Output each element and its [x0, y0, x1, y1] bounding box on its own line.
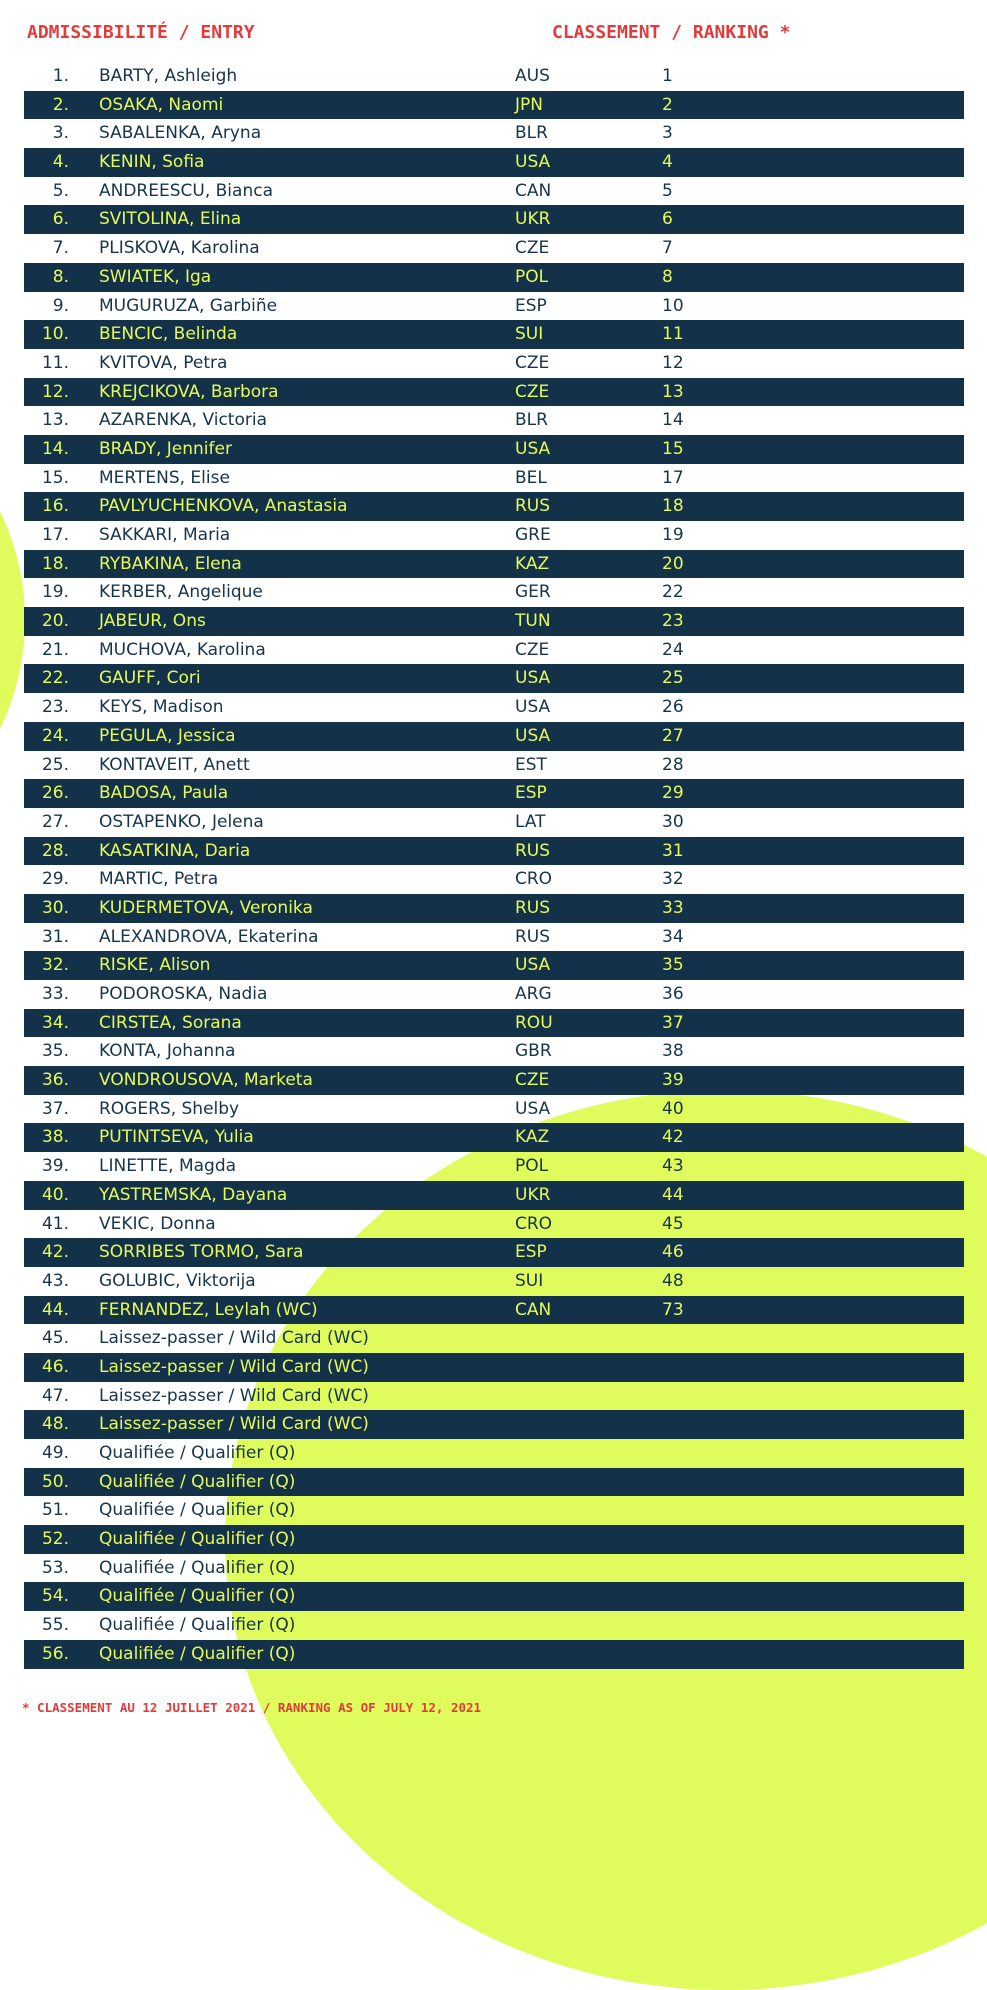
entry-number: 49.: [41, 1443, 69, 1463]
entry-list-table: [24, 62, 964, 1669]
table-row: [24, 1152, 964, 1181]
player-name: Qualifiée / Qualifier (Q): [99, 1443, 296, 1463]
entry-number: 42.: [41, 1242, 69, 1263]
ranking-value: 5: [662, 180, 673, 201]
country-code: ROU: [515, 1012, 553, 1033]
ranking-value: 22: [662, 582, 684, 603]
ranking-value: 32: [662, 869, 684, 890]
player-name: LINETTE, Magda: [99, 1156, 237, 1177]
player-name: FERNANDEZ, Leylah (WC): [99, 1299, 318, 1320]
entry-number: 54.: [41, 1586, 69, 1607]
ranking-value: 2: [662, 94, 673, 115]
country-code: KAZ: [515, 1127, 550, 1148]
table-row: [24, 693, 964, 722]
table-row: [24, 808, 964, 837]
table-row: [24, 1611, 964, 1640]
decorative-circle-left: [0, 360, 25, 880]
table-row: [24, 378, 964, 407]
player-name: VEKIC, Donna: [99, 1213, 216, 1234]
ranking-value: 36: [662, 984, 684, 1004]
entry-number: 23.: [41, 697, 69, 718]
table-row: [24, 578, 964, 607]
entry-number: 46.: [41, 1356, 69, 1377]
player-name: Qualifiée / Qualifier (Q): [99, 1471, 296, 1492]
ranking-value: 43: [662, 1156, 684, 1177]
country-code: KAZ: [515, 553, 550, 574]
table-row: [24, 951, 964, 980]
table-row: [24, 1554, 964, 1583]
ranking-value: 34: [662, 926, 684, 947]
ranking-value: 30: [662, 811, 684, 832]
player-name: Laissez-passer / Wild Card (WC): [99, 1385, 369, 1406]
player-name: BARTY, Ashleigh: [99, 66, 238, 86]
player-name: BADOSA, Paula: [99, 783, 229, 804]
entry-number: 17.: [41, 525, 69, 545]
country-code: AUS: [515, 66, 550, 86]
entry-number: 27.: [41, 811, 69, 832]
player-name: CIRSTEA, Sorana: [99, 1012, 242, 1033]
player-name: VONDROUSOVA, Marketa: [99, 1070, 313, 1091]
table-row: [24, 177, 964, 206]
country-code: TUN: [515, 611, 551, 632]
entry-number: 32.: [41, 955, 69, 976]
player-name: Qualifiée / Qualifier (Q): [99, 1586, 296, 1607]
table-row: [24, 464, 964, 493]
table-row: [24, 1496, 964, 1525]
table-row: [24, 1181, 964, 1210]
entry-number: 21.: [41, 639, 69, 660]
player-name: GOLUBIC, Viktorija: [99, 1270, 256, 1291]
ranking-value: 10: [662, 295, 684, 316]
table-row: [24, 320, 964, 349]
entry-number: 4.: [52, 152, 69, 173]
entry-number: 41.: [41, 1213, 69, 1234]
entry-number: 38.: [41, 1127, 69, 1148]
country-code: RUS: [515, 897, 551, 918]
ranking-value: 4: [662, 152, 673, 173]
table-row: [24, 148, 964, 177]
player-name: MARTIC, Petra: [99, 869, 219, 890]
ranking-value: 28: [662, 754, 684, 775]
ranking-value: 15: [662, 438, 684, 459]
entry-number: 53.: [41, 1557, 69, 1578]
entry-number: 24.: [41, 725, 69, 746]
player-name: Laissez-passer / Wild Card (WC): [99, 1356, 369, 1377]
entry-number: 28.: [41, 840, 69, 861]
country-code: EST: [515, 754, 547, 775]
ranking-value: 14: [662, 410, 684, 431]
entry-number: 22.: [41, 668, 69, 689]
country-code: RUS: [515, 926, 551, 947]
entry-number: 50.: [41, 1471, 69, 1492]
entry-number: 52.: [41, 1529, 69, 1550]
table-row: [24, 550, 964, 579]
country-code: USA: [515, 725, 551, 746]
player-name: KREJCIKOVA, Barbora: [99, 381, 279, 402]
player-name: PEGULA, Jessica: [99, 725, 236, 746]
ranking-value: 19: [662, 525, 684, 545]
country-code: SUI: [515, 1270, 544, 1291]
country-code: GER: [515, 582, 551, 603]
player-name: PLISKOVA, Karolina: [99, 238, 260, 259]
table-row: [24, 664, 964, 693]
country-code: CRO: [515, 1213, 553, 1234]
table-row: [24, 205, 964, 234]
country-code: POL: [515, 266, 549, 287]
table-row: [24, 722, 964, 751]
entry-number: 14.: [41, 438, 69, 459]
country-code: ESP: [515, 1242, 547, 1263]
player-name: YASTREMSKA, Dayana: [99, 1184, 288, 1205]
ranking-value: 18: [662, 496, 684, 517]
entry-number: 16.: [41, 496, 69, 517]
player-name: BRADY, Jennifer: [99, 438, 232, 459]
player-name: Qualifiée / Qualifier (Q): [99, 1643, 296, 1664]
ranking-value: 35: [662, 955, 684, 976]
entry-number: 39.: [41, 1156, 69, 1177]
table-row: [24, 1123, 964, 1152]
country-code: CZE: [515, 352, 550, 373]
ranking-value: 31: [662, 840, 684, 861]
table-row: [24, 1095, 964, 1124]
player-name: KVITOVA, Petra: [99, 352, 228, 373]
ranking-value: 48: [662, 1270, 684, 1291]
entry-number: 13.: [41, 410, 69, 431]
ranking-footnote: * CLASSEMENT AU 12 JUILLET 2021 / RANKING AS OF JULY 12, 2021: [22, 1700, 482, 1715]
country-code: UKR: [515, 1184, 551, 1205]
country-code: BLR: [515, 123, 548, 144]
ranking-value: 6: [662, 209, 673, 230]
country-code: ARG: [515, 984, 552, 1004]
entry-number: 10.: [41, 324, 69, 345]
entry-header: ADMISSIBILITÉ / ENTRY: [27, 22, 255, 43]
table-row: [24, 1439, 964, 1468]
entry-number: 56.: [41, 1643, 69, 1664]
player-name: KASATKINA, Daria: [99, 840, 251, 861]
ranking-value: 27: [662, 725, 684, 746]
entry-number: 40.: [41, 1184, 69, 1205]
country-code: CZE: [515, 639, 550, 660]
ranking-value: 45: [662, 1213, 684, 1234]
country-code: CZE: [515, 381, 550, 402]
ranking-header: CLASSEMENT / RANKING *: [552, 22, 791, 43]
entry-number: 55.: [41, 1615, 69, 1636]
country-code: BLR: [515, 410, 548, 431]
table-row: [24, 636, 964, 665]
country-code: JPN: [515, 94, 543, 115]
entry-number: 15.: [41, 467, 69, 488]
ranking-value: 8: [662, 266, 673, 287]
entry-number: 48.: [41, 1414, 69, 1435]
country-code: UKR: [515, 209, 551, 230]
table-row: [24, 1009, 964, 1038]
player-name: Qualifiée / Qualifier (Q): [99, 1557, 296, 1578]
table-row: [24, 1066, 964, 1095]
entry-number: 33.: [41, 984, 69, 1004]
table-row: [24, 1324, 964, 1353]
entry-number: 34.: [41, 1012, 69, 1033]
player-name: ROGERS, Shelby: [99, 1098, 240, 1119]
entry-number: 37.: [41, 1098, 69, 1119]
table-row: [24, 1238, 964, 1267]
ranking-value: 46: [662, 1242, 684, 1263]
player-name: SABALENKA, Aryna: [99, 123, 262, 144]
table-row: [24, 1353, 964, 1382]
entry-number: 26.: [41, 783, 69, 804]
country-code: USA: [515, 668, 551, 689]
column-headers: [0, 22, 987, 48]
player-name: PAVLYUCHENKOVA, Anastasia: [99, 496, 348, 517]
player-name: Laissez-passer / Wild Card (WC): [99, 1328, 369, 1349]
ranking-value: 12: [662, 352, 684, 373]
table-row: [24, 1410, 964, 1439]
ranking-value: 1: [662, 66, 673, 86]
ranking-value: 40: [662, 1098, 684, 1119]
country-code: CAN: [515, 1299, 552, 1320]
ranking-value: 38: [662, 1041, 684, 1062]
player-name: MUGURUZA, Garbiñe: [99, 295, 278, 316]
table-row: [24, 406, 964, 435]
country-code: LAT: [515, 811, 546, 832]
table-row: [24, 349, 964, 378]
country-code: BEL: [515, 467, 547, 488]
table-row: [24, 62, 964, 91]
player-name: SORRIBES TORMO, Sara: [99, 1242, 304, 1263]
table-row: [24, 1640, 964, 1669]
entry-number: 3.: [52, 123, 69, 144]
table-row: [24, 492, 964, 521]
ranking-value: 3: [662, 123, 673, 144]
entry-number: 5.: [52, 180, 69, 201]
table-row: [24, 607, 964, 636]
entry-number: 8.: [52, 266, 69, 287]
player-name: PUTINTSEVA, Yulia: [99, 1127, 254, 1148]
country-code: USA: [515, 955, 551, 976]
table-row: [24, 1267, 964, 1296]
entry-number: 47.: [41, 1385, 69, 1406]
ranking-value: 11: [662, 324, 684, 345]
country-code: USA: [515, 438, 551, 459]
entry-number: 18.: [41, 553, 69, 574]
table-row: [24, 1037, 964, 1066]
ranking-value: 33: [662, 897, 684, 918]
player-name: AZARENKA, Victoria: [99, 410, 267, 431]
entry-number: 1.: [52, 66, 69, 86]
entry-number: 2.: [52, 94, 69, 115]
country-code: CRO: [515, 869, 553, 890]
ranking-value: 7: [662, 238, 673, 259]
country-code: RUS: [515, 496, 551, 517]
player-name: ALEXANDROVA, Ekaterina: [99, 926, 319, 947]
player-name: SVITOLINA, Elina: [99, 209, 242, 230]
table-row: [24, 980, 964, 1009]
table-row: [24, 1296, 964, 1325]
player-name: RISKE, Alison: [99, 955, 211, 976]
table-row: [24, 923, 964, 952]
player-name: MERTENS, Elise: [99, 467, 230, 488]
table-row: [24, 865, 964, 894]
player-name: KERBER, Angelique: [99, 582, 263, 603]
entry-number: 19.: [41, 582, 69, 603]
entry-number: 51.: [41, 1500, 69, 1521]
entry-number: 9.: [52, 295, 69, 316]
table-row: [24, 263, 964, 292]
entry-number: 20.: [41, 611, 69, 632]
ranking-value: 73: [662, 1299, 684, 1320]
ranking-value: 23: [662, 611, 684, 632]
player-name: Qualifiée / Qualifier (Q): [99, 1500, 296, 1521]
table-row: [24, 91, 964, 120]
table-row: [24, 1582, 964, 1611]
table-row: [24, 435, 964, 464]
player-name: PODOROSKA, Nadia: [99, 984, 268, 1004]
country-code: POL: [515, 1156, 549, 1177]
table-row: [24, 751, 964, 780]
country-code: ESP: [515, 783, 547, 804]
country-code: RUS: [515, 840, 551, 861]
ranking-value: 17: [662, 467, 684, 488]
ranking-value: 37: [662, 1012, 684, 1033]
entry-number: 35.: [41, 1041, 69, 1062]
player-name: Qualifiée / Qualifier (Q): [99, 1615, 296, 1636]
country-code: CZE: [515, 1070, 550, 1091]
player-name: BENCIC, Belinda: [99, 324, 238, 345]
entry-number: 30.: [41, 897, 69, 918]
ranking-value: 20: [662, 553, 684, 574]
ranking-value: 25: [662, 668, 684, 689]
table-row: [24, 1210, 964, 1239]
ranking-value: 13: [662, 381, 684, 402]
entry-number: 44.: [41, 1299, 69, 1320]
player-name: RYBAKINA, Elena: [99, 553, 242, 574]
table-row: [24, 837, 964, 866]
country-code: USA: [515, 697, 551, 718]
player-name: KUDERMETOVA, Veronika: [99, 897, 313, 918]
table-row: [24, 292, 964, 321]
country-code: USA: [515, 152, 551, 173]
country-code: GRE: [515, 525, 551, 545]
country-code: SUI: [515, 324, 544, 345]
country-code: ESP: [515, 295, 547, 316]
entry-number: 45.: [41, 1328, 69, 1349]
ranking-value: 44: [662, 1184, 684, 1205]
ranking-value: 26: [662, 697, 684, 718]
player-name: Qualifiée / Qualifier (Q): [99, 1529, 296, 1550]
player-name: Laissez-passer / Wild Card (WC): [99, 1414, 369, 1435]
table-row: [24, 779, 964, 808]
entry-number: 31.: [41, 926, 69, 947]
entry-number: 11.: [41, 352, 69, 373]
country-code: USA: [515, 1098, 551, 1119]
player-name: ANDREESCU, Bianca: [99, 180, 273, 201]
player-name: MUCHOVA, Karolina: [99, 639, 266, 660]
player-name: OSTAPENKO, Jelena: [99, 811, 264, 832]
player-name: JABEUR, Ons: [99, 611, 206, 632]
entry-number: 7.: [52, 238, 69, 259]
player-name: GAUFF, Cori: [99, 668, 201, 689]
player-name: OSAKA, Naomi: [99, 94, 224, 115]
entry-number: 12.: [41, 381, 69, 402]
player-name: SWIATEK, Iga: [99, 266, 212, 287]
table-row: [24, 234, 964, 263]
table-row: [24, 119, 964, 148]
entry-number: 25.: [41, 754, 69, 775]
ranking-value: 29: [662, 783, 684, 804]
entry-number: 43.: [41, 1270, 69, 1291]
entry-number: 6.: [52, 209, 69, 230]
player-name: KONTA, Johanna: [99, 1041, 236, 1062]
country-code: CZE: [515, 238, 550, 259]
player-name: SAKKARI, Maria: [99, 525, 231, 545]
player-name: KONTAVEIT, Anett: [99, 754, 250, 775]
country-code: GBR: [515, 1041, 552, 1062]
ranking-value: 39: [662, 1070, 684, 1091]
entry-number: 29.: [41, 869, 69, 890]
entry-number: 36.: [41, 1070, 69, 1091]
player-name: KENIN, Sofia: [99, 152, 205, 173]
player-name: KEYS, Madison: [99, 697, 224, 718]
ranking-value: 42: [662, 1127, 684, 1148]
table-row: [24, 1468, 964, 1497]
table-row: [24, 521, 964, 550]
country-code: CAN: [515, 180, 552, 201]
table-row: [24, 1525, 964, 1554]
ranking-value: 24: [662, 639, 684, 660]
table-row: [24, 894, 964, 923]
table-row: [24, 1382, 964, 1411]
